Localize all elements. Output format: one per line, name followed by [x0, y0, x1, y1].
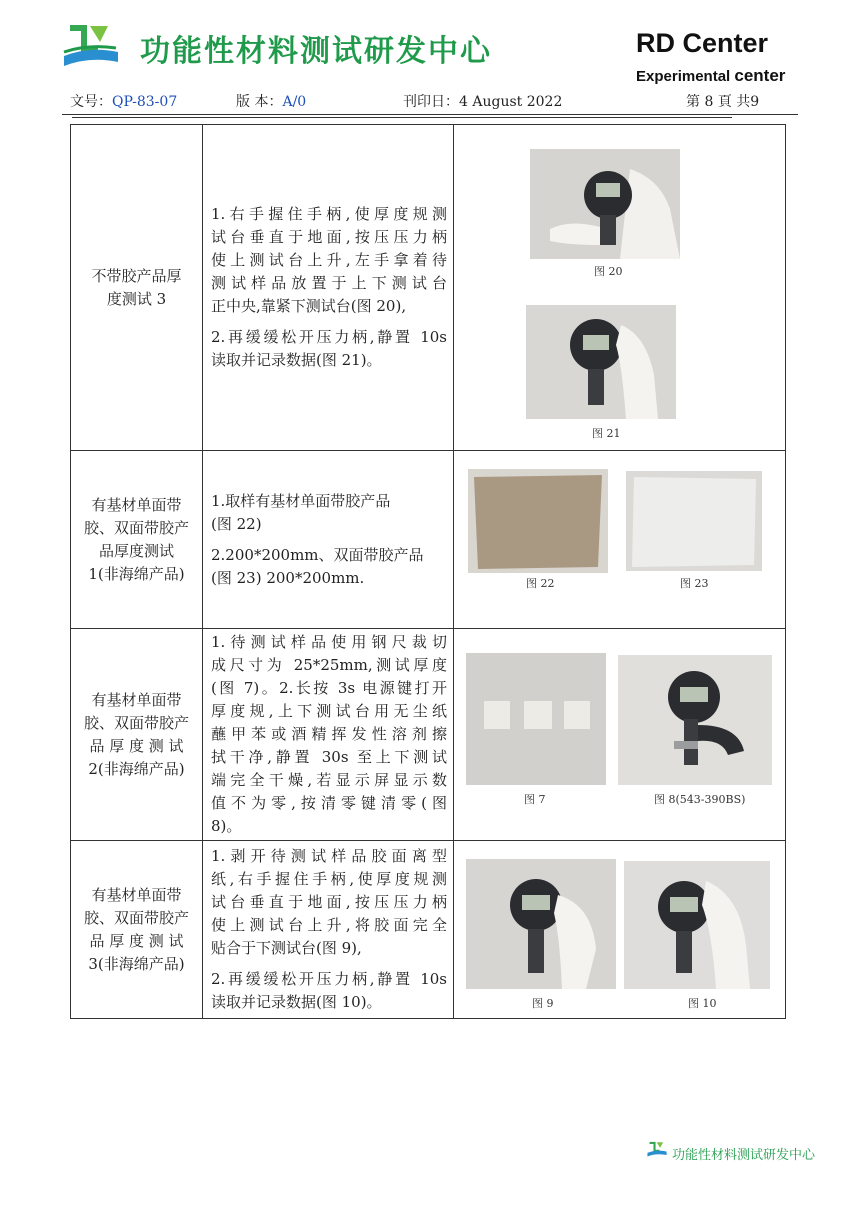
- brand-logo-icon: [60, 22, 122, 68]
- table-row: [71, 451, 786, 629]
- step-1: 1.右手握住手柄,使厚度规测 试台垂直于地面,按压压力柄 使上测试台上升,左手拿着待 测试样品放置于上下测试台 正中央,靠紧下测试台(图 20),: [211, 205, 447, 315]
- figure-caption: 图 21: [592, 427, 621, 440]
- steps-cell: [203, 629, 454, 841]
- figure-caption: 图 20: [594, 265, 623, 278]
- table-row: [71, 629, 786, 841]
- sample-sheet-photo: [626, 471, 762, 571]
- test-name-cell: 有基材单面带 胶、双面带胶产 品 厚 度 测 试 3(非海绵产品): [71, 841, 203, 1019]
- header-divider-secondary: [72, 117, 732, 118]
- figure-cell: [454, 629, 786, 841]
- header-divider: [62, 114, 798, 115]
- figure-caption: 图 9: [532, 997, 554, 1010]
- figure-cell: [454, 125, 786, 451]
- version: 版 本：A/0: [236, 94, 307, 110]
- sample-squares-photo: [466, 653, 606, 785]
- thickness-gauge-photo: [618, 655, 772, 785]
- test-name-cell: 有基材单面带 胶、双面带胶产 品 厚 度 测 试 2(非海绵产品): [71, 629, 203, 841]
- figure-caption: 图 7: [524, 793, 546, 806]
- steps-cell: [203, 451, 454, 629]
- doc-number: 文号：QP-83-07: [70, 94, 178, 110]
- test-name-cell: 有基材单面带 胶、双面带胶产 品厚度测试 1(非海绵产品): [71, 451, 203, 629]
- step-2: 2.再缓缓松开压力柄,静置 10s 读取并记录数据(图 21)。: [211, 328, 447, 369]
- org-title: 功能性材料测试研发中心: [140, 34, 492, 69]
- thickness-gauge-photo: [526, 305, 676, 419]
- print-date: 刊印日：4 August 2022: [403, 94, 563, 110]
- thickness-gauge-photo: [624, 861, 770, 989]
- figure-cell: [454, 841, 786, 1019]
- thickness-gauge-photo: [466, 859, 616, 989]
- figure-caption: 图 8(543-390BS): [654, 793, 746, 806]
- thickness-gauge-photo: [530, 149, 680, 259]
- figure-cell: [454, 451, 786, 629]
- table-row: [71, 841, 786, 1019]
- steps-cell: [203, 125, 454, 451]
- footer-logo-icon: [646, 1138, 668, 1160]
- step-1: 1.剥开待测试样品胶面离型 纸,右手握住手柄,使厚度规测 试台垂直于地面,按压压力柄 使上测试台上升,将胶面完全 贴合于下测试台(图 9),: [211, 847, 447, 957]
- rd-center-title: RD Center: [636, 28, 769, 58]
- step-1: 1.待测试样品使用钢尺裁切 成尺寸为 25*25mm,测试厚度 (图 7)。2.长按 3s 电源键打开 厚度规,上下测试台用无尘纸 蘸甲苯或酒精挥发性溶剂擦 拭干净,静置 30s 至上下测试 端完全干燥,若显示屏显示数 值不为零,按清零键清零(图 8)。: [211, 633, 447, 835]
- table-row: [71, 125, 786, 451]
- rd-center-subtitle: Experimental center: [636, 66, 786, 85]
- test-name-cell: 不带胶产品厚 度测试 3: [71, 125, 203, 451]
- procedure-table: [70, 124, 786, 1019]
- steps-cell: [203, 841, 454, 1019]
- figure-caption: 图 10: [688, 997, 717, 1010]
- figure-caption: 图 22: [526, 577, 555, 590]
- sample-sheet-photo: [468, 469, 608, 573]
- figure-caption: 图 23: [680, 577, 709, 590]
- step-2: 2.200*200mm、双面带胶产品 (图 23) 200*200mm.: [211, 545, 424, 587]
- step-2: 2.再缓缓松开压力柄,静置 10s 读取并记录数据(图 10)。: [211, 970, 447, 1011]
- step-1: 1.取样有基材单面带胶产品 (图 22): [211, 491, 391, 533]
- footer-org-name: 功能性材料测试研发中心: [672, 1148, 816, 1163]
- page-indicator: 第 8 頁 共9: [686, 94, 760, 110]
